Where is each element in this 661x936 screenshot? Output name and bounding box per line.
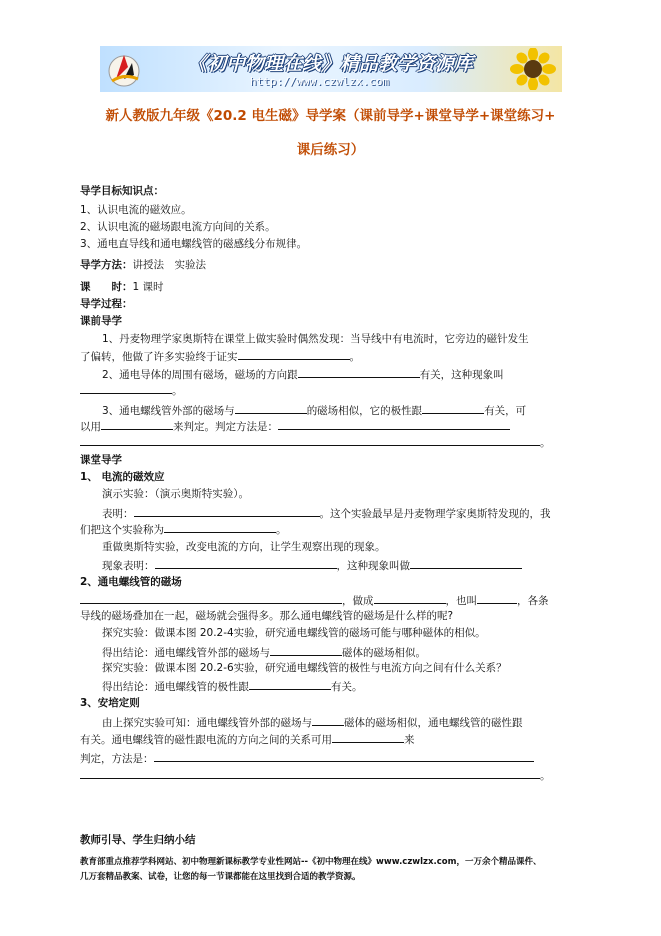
pre-heading: 课前导学 [80,315,122,327]
s1-phen [102,557,522,573]
blank[interactable] [164,521,276,533]
blank[interactable] [298,366,420,378]
blank[interactable] [101,418,173,430]
section-3-heading: 3、安培定则 [80,697,140,709]
process-heading: 导学过程： [80,298,133,310]
blank[interactable] [80,767,540,779]
goals-heading: 导学目标知识点： [80,185,164,197]
pre3-cont-b: 来判定。判定方法是： [173,421,278,433]
class-heading: 课堂导学 [80,454,122,466]
pre-item-3 [102,402,526,418]
banner-url[interactable]: http://www.czwlzx.com [250,75,390,88]
summary-heading: 教师引导、学生归纳小结 [80,834,196,846]
s1-phen-mid: ，这种现象叫做 [336,560,410,572]
s2-c1-a: 得出结论：通电螺线管外部的磁场与 [102,647,270,659]
blank[interactable] [80,382,172,394]
s3-l1-a: 由上探究实验可知：通电螺线管外部的磁场与 [102,717,312,729]
pre-item-3-cont [80,418,510,434]
footer-line2: 几万套精品教案、试卷，让您的每一节课都能在这里找到合适的教学资源。 [80,872,361,882]
pre3-cont-a: 以用 [80,421,101,433]
s2-line1 [80,592,549,608]
s3-line1 [102,714,523,730]
banner-title: 《初中物理在线》精品教学资源库 [188,53,474,75]
s1-call-b: 。 [276,524,287,536]
s1-call [80,521,287,537]
s2-explore2: 探究实验：做课本图 20.2-6实验，研究通电螺线管的极性与电流方向之间有什么关系？ [102,662,507,674]
s1-repeat: 重做奥斯特实验，改变电流的方向，让学生观察出现的现象。 [102,541,386,553]
method-line [80,258,206,272]
pre2-text-b: 有关，这种现象叫 [419,369,504,381]
s2-concl1 [102,644,426,660]
pre3-text: 3、通电螺线管外部的磁场与 [102,405,235,417]
blank[interactable] [422,402,484,414]
blank[interactable] [270,644,342,656]
sunflower-icon [508,48,558,90]
s3-l3: 判定，方法是： [80,753,154,765]
s2-c1-b: 磁体的磁场相似。 [342,647,426,659]
blank[interactable] [235,402,307,414]
blank[interactable] [134,505,320,517]
pre2-text: 2、通电导体的周围有磁场，磁场的方向跟 [102,369,298,381]
blank[interactable] [278,418,510,430]
section-2-heading: 2、通电螺线管的磁场 [80,576,182,588]
s2-line2: 导线的磁场叠加在一起，磁场就会强得多。那么通电螺线管的磁场是什么样的呢? [80,610,454,622]
s3-line4 [80,767,551,783]
blank[interactable] [80,592,342,604]
blank[interactable] [154,750,534,762]
pre-item-2 [102,366,504,382]
blank[interactable] [155,557,337,569]
s1-show-rest: 。这个实验最早是丹麦物理学家奥斯特发现的，我 [319,508,551,520]
s2-explore1: 探究实验：做课本图 20.2-4实验，研究通电螺线管的磁场可能与哪种磁体的相似。 [102,627,486,639]
blank[interactable] [312,714,344,726]
s3-l1-b: 磁体的磁场相似，通电螺线管的磁性跟 [344,717,523,729]
end-mark: 。 [540,770,551,782]
s3-l2-a: 有关。通电螺线管的磁性跟电流的方向之间的关系可用 [80,734,332,746]
s1-show-label: 表明： [102,508,134,520]
method-value: 讲授法 实验法 [132,259,206,271]
hours-value: 1 课时 [132,281,164,293]
goal-2: 2、认识电流的磁场跟电流方向间的关系。 [80,221,276,233]
pre-item-1: 1、丹麦物理学家奥斯特在课堂上做实验时偶然发现：当导线中有电流时，它旁边的磁针发生 [102,333,529,345]
pre-item-1-cont [80,348,360,364]
s1-phen-label: 现象表明： [102,560,155,572]
pre1-end: 。 [349,351,360,363]
blank[interactable] [80,434,540,446]
pre3-text-c: 有关，可 [484,405,527,417]
header-banner [100,46,562,92]
hours-label: 课 时： [80,281,133,293]
s2-concl2 [102,678,363,694]
s2-l1-b: ，也叫 [445,595,477,607]
blank[interactable] [410,557,522,569]
s1-call-a: 们把这个实验称为 [80,524,164,536]
blank[interactable] [374,592,446,604]
pre1-text: 了偏转，他做了许多实验终于证实 [80,351,238,363]
s2-c2-b: 有关。 [331,681,363,693]
s3-line3 [80,750,534,766]
s2-l1-c: ，各条 [517,595,549,607]
section-1-heading: 1、 电流的磁效应 [80,471,165,483]
s3-line2 [80,731,415,747]
doc-title-line1: 新人教版九年级《20.2 电生磁》导学案（课前导学+课堂导学+课堂练习+ [105,108,556,124]
goal-1: 1、认识电流的磁效应。 [80,204,192,216]
s3-l2-b: 来 [404,734,415,746]
end-mark: 。 [540,437,551,449]
blank[interactable] [249,678,331,690]
method-label: 导学方法： [80,259,133,271]
hours-line [80,280,164,294]
pre2-end: 。 [172,385,183,397]
blank[interactable] [477,592,517,604]
s1-show [102,505,551,521]
blank[interactable] [238,348,350,360]
doc-title-line2: 课后练习） [296,142,365,158]
goal-3: 3、通电直导线和通电螺线管的磁感线分布规律。 [80,238,308,250]
site-logo-icon [104,49,144,89]
s2-c2-a: 得出结论：通电螺线管的极性跟 [102,681,249,693]
pre3-text-b: 的磁场相似，它的极性跟 [306,405,423,417]
blank[interactable] [332,731,404,743]
s1-demo: 演示实验：（演示奥斯特实验）。 [102,488,249,500]
pre-item-3-line [80,434,551,450]
pre-item-2-cont [80,382,183,398]
footer-line1: 教育部重点推荐学科网站、初中物理新课标教学专业性网站--《初中物理在线》www.czwlzx.com，一万余个精品课件、 [80,857,542,867]
s2-l1-a: ，做成 [342,595,374,607]
